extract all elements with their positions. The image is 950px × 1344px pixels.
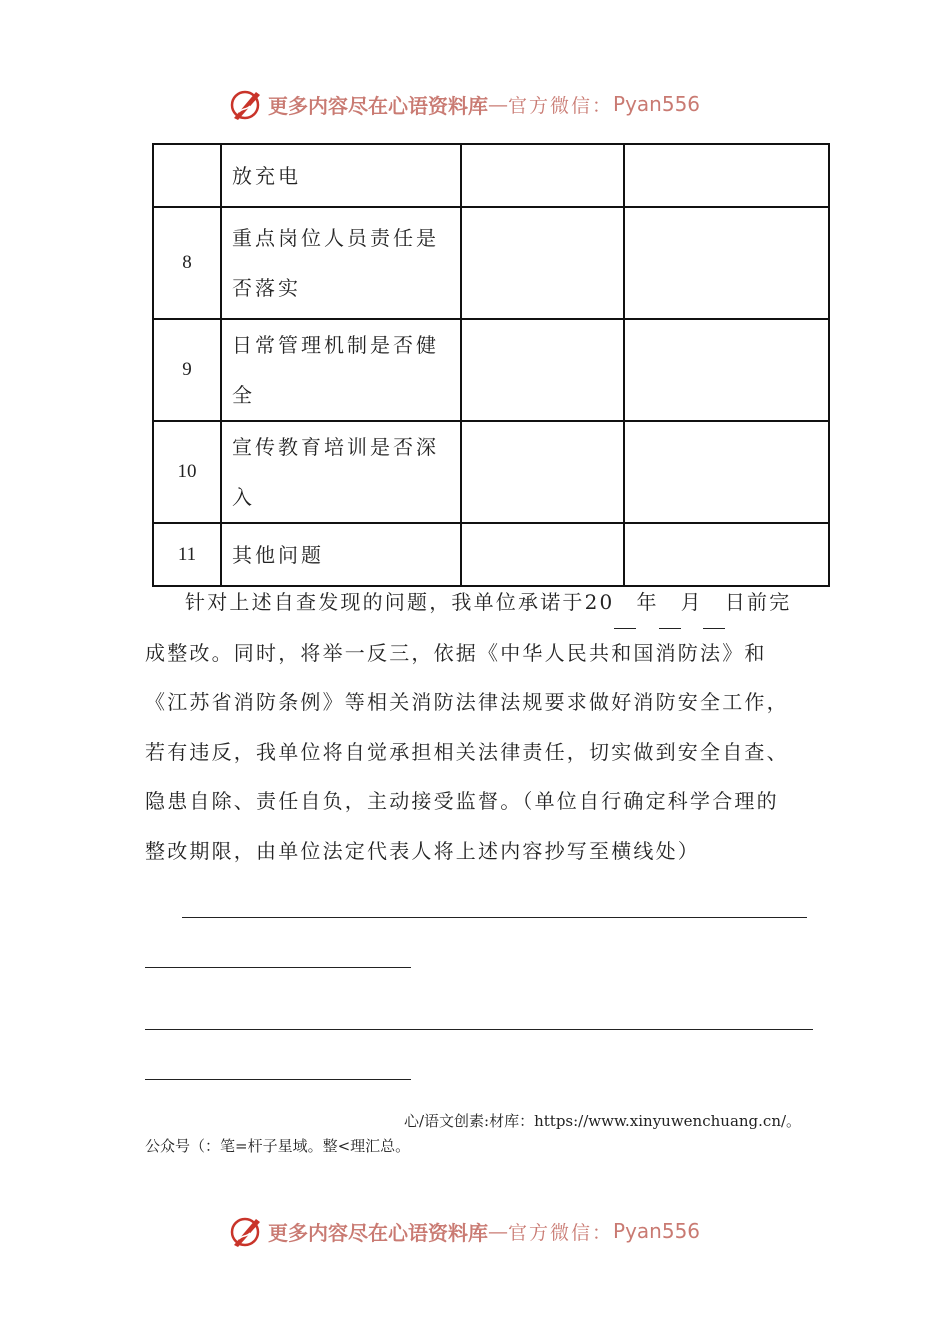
row-cell-empty xyxy=(461,319,624,421)
row-number: 9 xyxy=(153,319,221,421)
writing-line xyxy=(145,1079,411,1080)
paragraph-part2: 日前完成整改。同时，将举一反三，依据《中华人民共和国消防法》和《江苏省消防条例》等相关消防法律法规要求做好消防安全工作，若有违反，我单位将自觉承担相关法律责任，切实做到安全自查、隐患自除、责任自负，主动接受监督。（单位自行确定科学合理的整改期限，由单位法定代表人将上述内容抄写至横线处） xyxy=(145,590,792,863)
table-row xyxy=(153,523,829,586)
paragraph-part1: 针对上述自查发现的问题，我单位承诺于20 xyxy=(185,590,615,614)
row-item: 重点岗位人员责任是否落实 xyxy=(221,207,461,319)
blank-line xyxy=(614,578,636,629)
row-cell-empty xyxy=(461,144,624,207)
commitment-paragraph xyxy=(145,578,795,876)
row-cell-empty xyxy=(624,421,829,523)
banner-text: 更多内容尽在心语资料库 xyxy=(268,93,488,118)
row-number: 8 xyxy=(153,207,221,319)
row-cell-empty xyxy=(624,207,829,319)
row-number: 10 xyxy=(153,421,221,523)
paragraph-month: 月 xyxy=(680,590,703,614)
row-cell-empty xyxy=(461,421,624,523)
row-cell-empty xyxy=(461,523,624,586)
footer-banner xyxy=(228,1211,728,1251)
row-cell-empty xyxy=(624,319,829,421)
table-row xyxy=(153,207,829,319)
row-cell-empty xyxy=(461,207,624,319)
banner-wechat-label: 官方微信： xyxy=(508,94,614,117)
paragraph-year: 年 xyxy=(636,590,659,614)
row-item: 放充电 xyxy=(221,144,461,207)
pen-in-circle-icon xyxy=(228,1213,264,1249)
banner-dash: — xyxy=(488,1219,508,1243)
blank-line xyxy=(659,578,681,629)
row-item: 其他问题 xyxy=(221,523,461,586)
row-item: 日常管理机制是否健全 xyxy=(221,319,461,421)
pen-in-circle-icon xyxy=(228,86,264,122)
row-item: 宣传教育培训是否深入 xyxy=(221,421,461,523)
header-banner xyxy=(228,84,728,124)
table-row xyxy=(153,319,829,421)
row-cell-empty xyxy=(624,523,829,586)
row-cell-empty xyxy=(624,144,829,207)
writing-line xyxy=(145,967,411,968)
row-number xyxy=(153,144,221,207)
footer-line1: 心/语文创素:材库：https://www.xinyuwenchuang.cn/。 xyxy=(404,1112,802,1130)
self-check-table xyxy=(152,143,830,587)
banner-text: 更多内容尽在心语资料库 xyxy=(268,1220,488,1245)
row-number: 11 xyxy=(153,523,221,586)
banner-wechat-id: Pyan556 xyxy=(613,1219,701,1243)
writing-line xyxy=(145,1029,813,1030)
footer-line2: 公众号（：笔=杆子星域。整<理汇总。 xyxy=(145,1137,411,1155)
banner-wechat-label: 官方微信： xyxy=(508,1221,614,1244)
table-row xyxy=(153,421,829,523)
banner-dash: — xyxy=(488,92,508,116)
table-row xyxy=(153,144,829,207)
banner-wechat-id: Pyan556 xyxy=(613,92,701,116)
blank-line xyxy=(703,578,725,629)
writing-line xyxy=(182,917,807,918)
